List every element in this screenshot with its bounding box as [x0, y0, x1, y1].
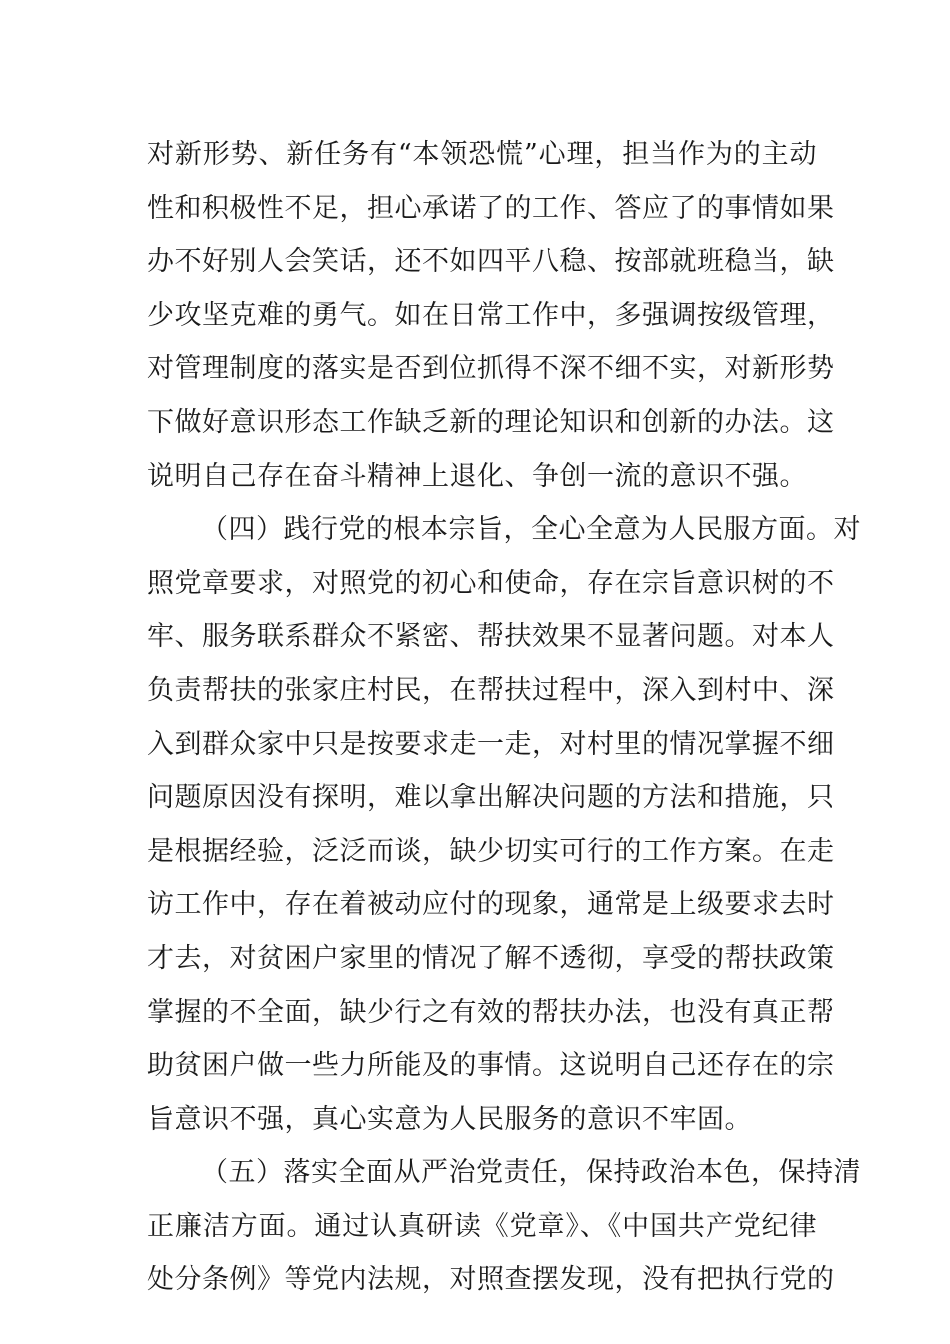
- text-line: 入到群众家中只是按要求走一走，对村里的情况掌握不细: [147, 728, 835, 760]
- text-line: 助贫困户做一些力所能及的事情。这说明自己还存在的宗: [147, 1050, 835, 1082]
- text-line: 说明自己存在奋斗精神上退化、争创一流的意识不强。: [147, 460, 807, 492]
- text-line: 对管理制度的落实是否到位抓得不深不细不实，对新形势: [147, 353, 835, 385]
- text-line: 少攻坚克难的勇气。如在日常工作中，多强调按级管理，: [147, 299, 835, 331]
- text-line: 下做好意识形态工作缺乏新的理论知识和创新的办法。这: [147, 406, 835, 438]
- text-line: 问题原因没有探明，难以拿出解决问题的方法和措施，只: [147, 782, 835, 814]
- text-line: 牢、服务联系群众不紧密、帮扶效果不显著问题。对本人: [147, 621, 835, 653]
- text-line: 处分条例》等党内法规，对照查摆发现，没有把执行党的: [147, 1264, 835, 1296]
- text-line: 旨意识不强，真心实意为人民服务的意识不牢固。: [147, 1103, 752, 1135]
- document-body: [147, 128, 861, 1307]
- text-line: 照党章要求，对照党的初心和使命，存在宗旨意识树的不: [147, 567, 835, 599]
- text-line: 性和积极性不足，担心承诺了的工作、答应了的事情如果: [147, 192, 835, 224]
- text-line: 才去，对贫困户家里的情况了解不透彻，享受的帮扶政策: [147, 942, 835, 974]
- text-line: 正廉洁方面。通过认真研读《党章》、《中国共产党纪律: [147, 1210, 817, 1242]
- text-line: 办不好别人会笑话，还不如四平八稳、按部就班稳当，缺: [147, 246, 835, 278]
- text-line: 访工作中，存在着被动应付的现象，通常是上级要求去时: [147, 889, 835, 921]
- text-line: （四）践行党的根本宗旨，全心全意为人民服方面。对: [201, 514, 861, 546]
- text-line: （五）落实全面从严治党责任，保持政治本色，保持清: [201, 1157, 861, 1189]
- text-line: 掌握的不全面，缺少行之有效的帮扶办法，也没有真正帮: [147, 996, 835, 1028]
- text-line: 是根据经验，泛泛而谈，缺少切实可行的工作方案。在走: [147, 835, 835, 867]
- text-line: 负责帮扶的张家庄村民，在帮扶过程中，深入到村中、深: [147, 674, 835, 706]
- text-line: 对新形势、新任务有“本领恐慌”心理，担当作为的主动: [147, 139, 817, 170]
